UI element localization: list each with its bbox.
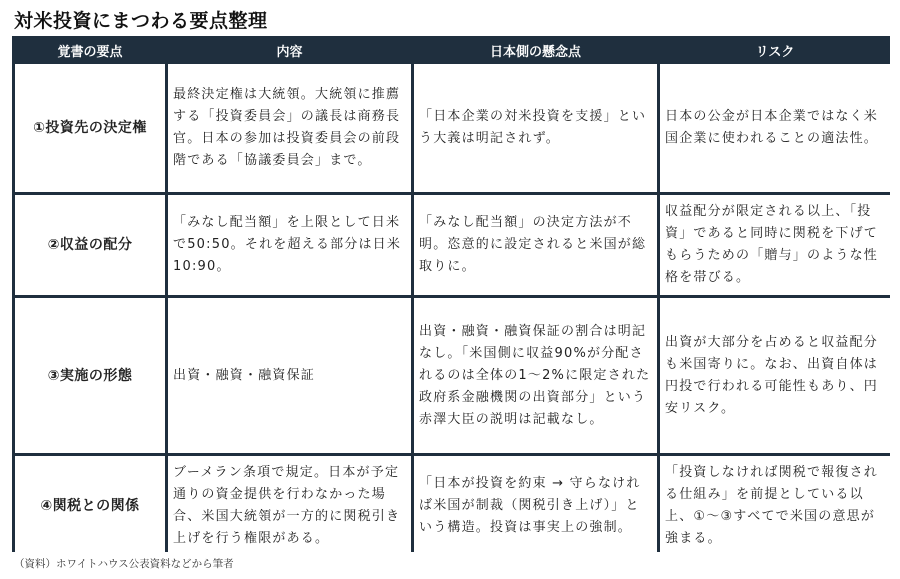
page-title: 対米投資にまつわる要点整理	[14, 10, 268, 32]
column-header-concern: 日本側の懸念点	[414, 39, 657, 61]
summary-table	[12, 36, 890, 552]
row-point: ②収益の配分	[15, 195, 165, 295]
table-header-row	[15, 39, 890, 61]
row-point: ③実施の形態	[15, 298, 165, 453]
row-risk: 「投資しなければ関税で報復される仕組み」を前提としている以上、①〜③すべてで米国の意思が強まる。	[660, 456, 890, 556]
table-row	[15, 195, 890, 295]
column-header-content: 内容	[168, 39, 411, 61]
row-concern: 「日本が投資を約束 → 守らなければ米国が制裁（関税引き上げ）」という構造。投資は事実上の強制。	[414, 456, 657, 556]
row-concern: 「日本企業の対米投資を支援」という大義は明記されず。	[414, 64, 657, 192]
column-header-point: 覚書の要点	[15, 39, 165, 61]
table-row	[15, 64, 890, 192]
column-header-risk: リスク	[660, 39, 890, 61]
table-row	[15, 456, 890, 556]
row-risk: 出資が大部分を占めると収益配分も米国寄りに。なお、出資自体は円投で行われる可能性もあり、円安リスク。	[660, 298, 890, 453]
row-risk: 日本の公金が日本企業ではなく米国企業に使われることの適法性。	[660, 64, 890, 192]
source-note: （資料）ホワイトハウス公表資料などから筆者	[14, 558, 234, 570]
row-content: 最終決定権は大統領。大統領に推薦する「投資委員会」の議長は商務長官。日本の参加は投資委員会の前段階である「協議委員会」まで。	[168, 64, 411, 192]
row-concern: 「みなし配当額」の決定方法が不明。恣意的に設定されると米国が総取りに。	[414, 195, 657, 295]
row-content: 出資・融資・融資保証	[168, 298, 411, 453]
row-content: ブーメラン条項で規定。日本が予定通りの資金提供を行わなかった場合、米国大統領が一方的に関税引き上げを行う権限がある。	[168, 456, 411, 556]
row-content: 「みなし配当額」を上限として日米で50:50。それを超える部分は日米10:90。	[168, 195, 411, 295]
table-row	[15, 298, 890, 453]
row-concern: 出資・融資・融資保証の割合は明記なし。「米国側に収益90%が分配されるのは全体の1〜2%に限定された政府系金融機関の出資部分」という赤澤大臣の説明は記載なし。	[414, 298, 657, 453]
row-risk: 収益配分が限定される以上、「投資」であると同時に関税を下げてもらうための「贈与」のような性格を帯びる。	[660, 195, 890, 295]
row-point: ①投資先の決定権	[15, 64, 165, 192]
row-point: ④関税との関係	[15, 456, 165, 556]
